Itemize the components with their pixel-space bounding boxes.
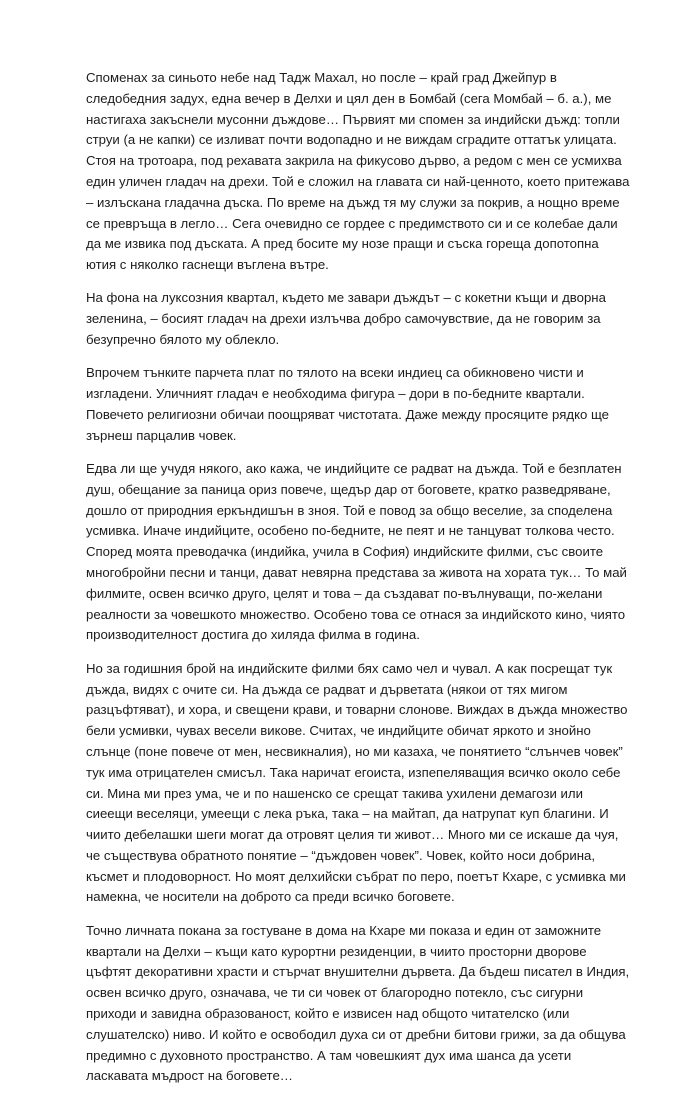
document-page: [86, 68, 631, 1100]
paragraph-5: Но за годишния брой на индийските филми бях само чел и чувал. А как посрещат тук дъжда, видях с очите си. На дъжда се радват и дърветата (някои от тях мигом разцъфтяват), и хора, и свещени крави, и товарни слонове. Виждах в дъжда множество бели усмивки, чувах весели викове. Считах, че индийците обичат яркото и знойно слънце (поне повече от мен, несвикналия), но ми казаха, че понятието “слънчев човек” тук има отрицателен смисъл. Така наричат егоиста, изпепеляващия всичко около себе си. Мина ми през ума, че и по нашенско се срещат такива ухилени демагози или сиеещи веселяци, умеещи с лека ръка, така – на майтап, да натрупат куп благини. И чиито дебелашки шеги могат да отровят целия ти живот… Много ми се искаше да чуя, че съществува обратното понятие – “дъждовен човек”. Човек, който носи добрина, късмет и плодоворност. Но моят делхийски събрат по перо, поетът Кхаре, с усмивка ми намекна, че носители на доброто са преди всичко боговете.: [86, 660, 628, 905]
paragraph-2: На фона на луксозния квартал, където ме завари дъждът – с кокетни къщи и дворна зеленина, – босият гладач на дрехи излъчва добро самочувствие, да не говорим за безупречно бялото му облекло.: [86, 290, 606, 348]
paragraph-4: Едва ли ще учудя някого, ако кажа, че индийците се радват на дъжда. Той е безплатен душ, обещание за паница ориз повече, щедър дар от боговете, кратко разведряване, дошло от природния еркъндишън в зноя. Той е повод за общо веселие, за споделена усмивка. Иначе индийците, особено по-бедните, не пеят и не танцуват толкова често. Според моята преводачка (индийка, учила в София) индийските филми, със своите многобройни песни и танци, дават невярна представа за живота на хората тук… То май филмите, освен всичко друго, целят и това – да създават по-вълнуващи, по-желани реалности за човешкото множество. Особено това се отнася за индийското кино, чиято производителност достига до хиляда филма в година.: [86, 461, 627, 643]
paragraph-6: Точно личната покана за гостуване в дома на Кхаре ми показа и един от заможните квартали на Делхи – къщи като курортни резиденции, в чиито просторни дворове цъфтят декоративни храсти и стърчат внушителни дървета. Да бъдеш писател в Индия, освен всичко друго, означава, че ти си човек от благородно потекло, със сигурни приходи и завидна образованост, който е извисен над общото читателско (или слушателско) ниво. И който е освободил духа си от дребни битови грижи, за да общува предимно с духовното пространство. А там човешкият дух има шанса да усети ласкавата мъдрост на боговете…: [86, 922, 630, 1084]
paragraph-3: Впрочем тънките парчета плат по тялото на всеки индиец са обикновено чисти и изгладени. Уличният гладач е необходима фигура – дори в по-бедните квартали. Повечето религиозни обичаи поощряват чистотата. Даже между просяците рядко ще зърнеш парцалив човек.: [86, 365, 610, 443]
paragraph-1: Споменах за синьото небе над Тадж Махал, но после – край град Джейпур в следобедния задух, една вечер в Делхи и цял ден в Бомбай (сега Момбай – б. а.), ме настигаха закъснели мусонни дъждове… Първият ми спомен за индийски дъжд: топли струи (а не капки) се изливат почти водопадно и не виждам сградите оттатък улицата. Стоя на тротоара, под рехавата закрила на фикусово дърво, а редом с мен се усмихва един уличен гладач на дрехи. Той е сложил на главата си най-ценното, което притежава – излъскана гладачна дъска. По време на дъжд тя му служи за покрив, а нощно време се превръща в легло… Сега очевидно се гордее с предимството си и се колебае дали да ме извика под дъската. А пред босите му нозе пращи и съска гореща допотопна ютия с няколко гаснещи въглена вътре.: [86, 70, 630, 273]
